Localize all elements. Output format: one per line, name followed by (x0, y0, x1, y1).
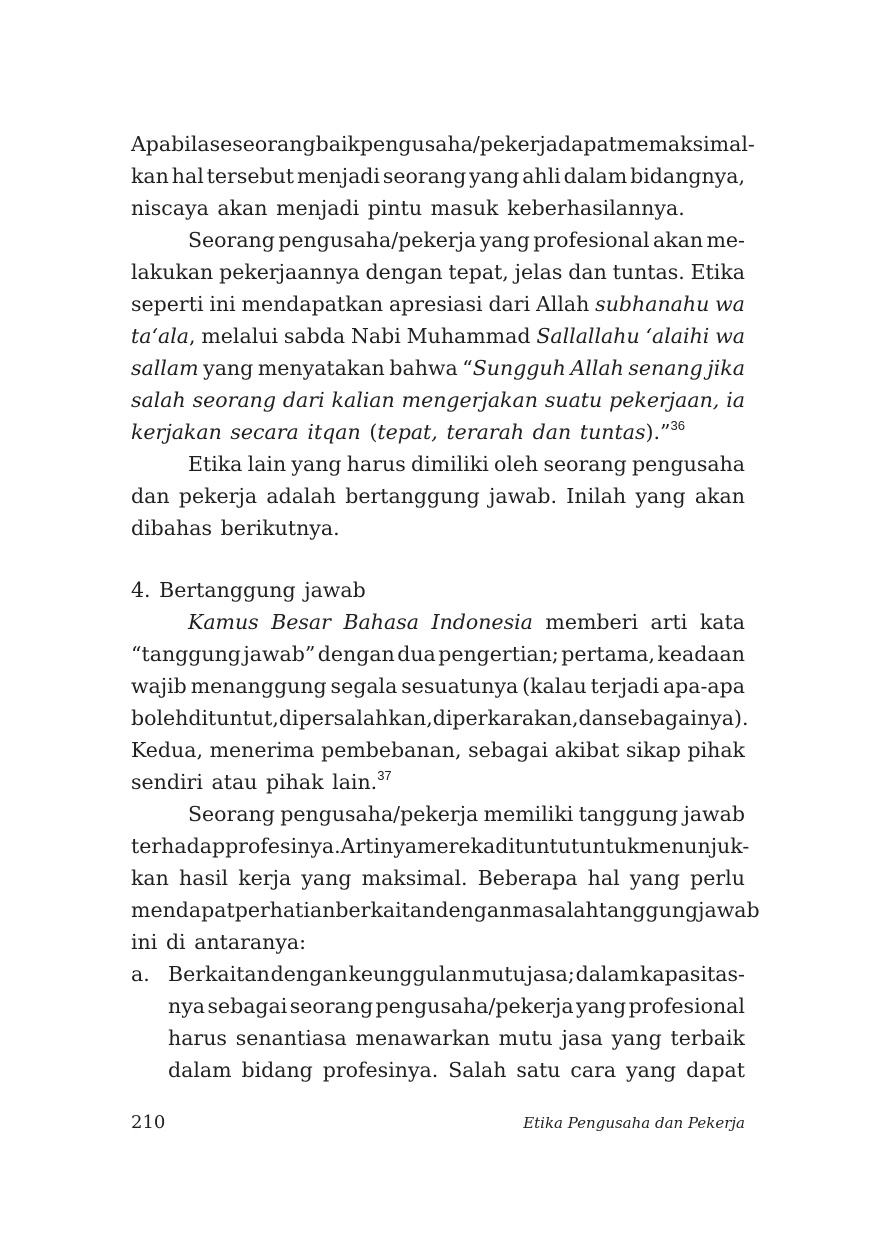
word: apa-apa (662, 674, 745, 698)
word: wa (715, 324, 745, 348)
word: ini (131, 930, 158, 954)
text-line (131, 512, 745, 544)
word: dituntut, (188, 706, 279, 730)
word: dan (568, 260, 607, 284)
paragraph-gap (131, 544, 745, 574)
word: (tepat, (369, 420, 438, 444)
word: menjadi (296, 164, 380, 188)
word: mengerjakan (401, 388, 538, 412)
word: boleh (131, 706, 189, 730)
word: terhadap (131, 834, 226, 858)
word: dari (282, 388, 325, 412)
word: sebagainya). (617, 706, 749, 730)
word: secara (230, 420, 299, 444)
word: harus (168, 1026, 227, 1050)
word: menanggung (190, 674, 327, 698)
word: pengusaha/pekerja (375, 994, 574, 1018)
text-line (131, 606, 745, 638)
word: bahwa (389, 356, 458, 380)
word: mutu (471, 962, 526, 986)
text-line (131, 192, 745, 224)
text-line (131, 1054, 745, 1086)
word: keunggulan (348, 962, 471, 986)
text-line (131, 734, 745, 766)
word: dalam (168, 1058, 232, 1082)
word: menawarkan (355, 1026, 490, 1050)
word: pekerja (178, 484, 258, 508)
word: tersebut (206, 164, 295, 188)
word: Inilah (566, 484, 627, 508)
word: kan (131, 866, 169, 890)
word: di (165, 930, 186, 954)
word: adalah (266, 484, 336, 508)
word: yang (635, 484, 686, 508)
word: Kedua, (131, 738, 203, 762)
word: hal (171, 164, 204, 188)
word: yang (291, 452, 342, 476)
word: menyatakan (257, 356, 385, 380)
text-line (131, 352, 745, 384)
word: profesional (533, 228, 650, 252)
word: me- (706, 228, 745, 252)
word: akan (217, 196, 268, 220)
text-line (131, 926, 745, 958)
word: apresiasi (388, 292, 483, 316)
word: dari (488, 292, 531, 316)
text-line (131, 480, 745, 512)
word: Seorang (188, 228, 275, 252)
word: Kamus (188, 610, 259, 634)
word: pekerjaan, (609, 388, 720, 412)
text-line (131, 830, 750, 862)
word: profesinya. (225, 834, 341, 858)
word: bidang (241, 1058, 313, 1082)
word: “Sungguh (462, 356, 566, 380)
word: arti (650, 610, 688, 634)
word: Besar (271, 610, 331, 634)
word: pintu (367, 196, 423, 220)
word: “tanggung (131, 642, 241, 666)
word: akibat (554, 738, 620, 762)
text-line (131, 702, 749, 734)
word: seorang (543, 452, 627, 476)
word: pengusaha/pekerja (359, 132, 558, 156)
word: dibahas (131, 516, 212, 540)
word: yang (469, 164, 520, 188)
word: Etika (690, 260, 745, 284)
text-line (131, 160, 745, 192)
text-line (131, 894, 760, 926)
word: senang (628, 356, 703, 380)
running-title: Etika Pengusaha dan Pekerja (523, 1114, 745, 1132)
word: yang (626, 1058, 677, 1082)
word: dua (397, 642, 436, 666)
word: Etika (188, 452, 243, 476)
word: yang (576, 994, 627, 1018)
list-marker: a. (131, 962, 150, 986)
word: pengertian; (438, 642, 559, 666)
word: pertama, (561, 642, 655, 666)
word: memaksimal- (616, 132, 755, 156)
word: ia (726, 388, 745, 412)
word: yang (301, 866, 352, 890)
text-line (131, 990, 745, 1022)
word: lain (247, 452, 287, 476)
word: masalah (512, 898, 599, 922)
text-line (131, 384, 745, 416)
word: dan (131, 484, 170, 508)
word: menunjuk- (639, 834, 750, 858)
word: lakukan (131, 260, 214, 284)
word: dengan (435, 898, 513, 922)
word: yang (629, 866, 680, 890)
word: Beberapa (477, 866, 578, 890)
word: pengusaha/pekerja (278, 228, 477, 252)
word: perlu (690, 866, 745, 890)
word: mendapatkan (241, 292, 384, 316)
word: Muhammad (406, 324, 531, 348)
text-line (131, 862, 745, 894)
word: seorang (192, 388, 276, 412)
word: keberhasilannya. (507, 196, 685, 220)
word: wajib (131, 674, 187, 698)
word: oleh (494, 452, 539, 476)
word: memiliki (483, 802, 574, 826)
word: tanggung (578, 802, 679, 826)
footnote-ref: 36 (670, 418, 685, 433)
word: Artinya (340, 834, 418, 858)
page-body (131, 128, 760, 1086)
word: mendapat (131, 898, 235, 922)
word: jawab (683, 802, 745, 826)
word: mereka (417, 834, 496, 858)
footnote-ref: 37 (377, 768, 392, 783)
word: dengan (365, 260, 443, 284)
word: subhanahu (595, 292, 710, 316)
word: hal (587, 866, 620, 890)
text-line (131, 416, 745, 448)
word: akan (653, 228, 704, 252)
text-line (131, 288, 745, 320)
word: tanggung (598, 898, 699, 922)
word: ahli (522, 164, 561, 188)
word: dapat (686, 1058, 745, 1082)
word: dipersalahkan, (278, 706, 433, 730)
word: Apabila (131, 132, 210, 156)
text-line (131, 1022, 745, 1054)
word: Seorang (188, 802, 275, 826)
word: kerjakan (131, 420, 222, 444)
word: jasa (561, 1026, 603, 1050)
word: seorang (289, 994, 374, 1018)
word: berikutnya. (220, 516, 340, 540)
word: akan (694, 484, 745, 508)
page-number: 210 (131, 1112, 166, 1133)
word: menjadi (276, 196, 360, 220)
word: jasa; (526, 962, 575, 986)
word: maksimal. (361, 866, 468, 890)
word: ta‘ala, (131, 324, 196, 348)
word: pembebanan, (321, 738, 462, 762)
word: Bahasa (343, 610, 419, 634)
word: kerja (238, 866, 292, 890)
word: kalian (331, 388, 395, 412)
word: dapat (557, 132, 617, 156)
word: untuk (579, 834, 640, 858)
word: menerima (209, 738, 315, 762)
word: pengusaha (632, 452, 745, 476)
text-line (131, 766, 745, 798)
word: kan (131, 164, 169, 188)
word: bertanggung (345, 484, 480, 508)
word: senantiasa (235, 1026, 347, 1050)
list-item-line (131, 958, 745, 990)
text-line (131, 798, 745, 830)
word: terbaik (670, 1026, 745, 1050)
word: Nabi (350, 324, 401, 348)
word: jawab (698, 898, 760, 922)
word: jika (707, 356, 745, 380)
word: segala (330, 674, 398, 698)
word: terarah (446, 420, 525, 444)
word: sesuatunya (401, 674, 519, 698)
text-line (131, 320, 745, 352)
word: pengusaha/pekerja (280, 802, 479, 826)
word: 4. (131, 578, 151, 602)
word: dan (532, 420, 572, 444)
word: diperkarakan, (432, 706, 579, 730)
word: Allah (570, 356, 624, 380)
word: bidangnya, (630, 164, 745, 188)
word: sallam (131, 356, 199, 380)
word: suatu (544, 388, 603, 412)
word: perhatian (234, 898, 336, 922)
word: profesional (628, 994, 745, 1018)
word: seseorang (209, 132, 316, 156)
text-line (131, 574, 745, 606)
word: itqan (307, 420, 361, 444)
word: satu (516, 1058, 561, 1082)
word: pihak (266, 770, 324, 794)
word: tuntas).”$^{36}$ (579, 418, 685, 444)
word: sabda (283, 324, 346, 348)
word: jawab (304, 578, 366, 602)
word: yang (203, 356, 254, 380)
word: melalui (201, 324, 279, 348)
word: Allah (535, 292, 590, 316)
word: terjadi (590, 674, 660, 698)
word: memberi (545, 610, 639, 634)
word: dengan (317, 642, 395, 666)
word: yang (611, 1026, 662, 1050)
word: nya (168, 994, 206, 1018)
page-footer (131, 1112, 745, 1133)
word: dan (578, 706, 618, 730)
word: sikap (626, 738, 681, 762)
word: dengan (270, 962, 348, 986)
word: berkaitan (335, 898, 436, 922)
word: salah (131, 388, 186, 412)
word: yang (479, 228, 530, 252)
word: Berkaitan (168, 962, 270, 986)
text-line (131, 670, 745, 702)
word: dimiliki (410, 452, 489, 476)
word: ‘alaihi (645, 324, 710, 348)
word: sebagai (468, 738, 549, 762)
word: tuntas. (612, 260, 685, 284)
word: jawab” (243, 642, 316, 666)
word: niscaya (131, 196, 209, 220)
word: tepat, (448, 260, 509, 284)
word: pekerjaannya (219, 260, 360, 284)
word: Sallallahu (536, 324, 640, 348)
text-line (131, 128, 755, 160)
word: masuk (430, 196, 499, 220)
word: dalam (563, 164, 628, 188)
word: Bertanggung (159, 578, 296, 602)
word: harus (346, 452, 406, 476)
word: Salah (448, 1058, 507, 1082)
word: profesinya. (322, 1058, 439, 1082)
word: sendiri (131, 770, 203, 794)
text-line (131, 224, 745, 256)
word: hasil (179, 866, 229, 890)
word: dituntut (495, 834, 580, 858)
word: lain.$^{37}$ (332, 768, 392, 794)
word: wa (715, 292, 745, 316)
text-line (131, 638, 745, 670)
text-line (131, 448, 745, 480)
word: mutu (498, 1026, 553, 1050)
word: (kalau (522, 674, 587, 698)
word: kata (699, 610, 745, 634)
word: dalam (575, 962, 640, 986)
word: atau (211, 770, 258, 794)
word: ini (209, 292, 236, 316)
word: pihak (687, 738, 745, 762)
word: jelas (514, 260, 563, 284)
word: antaranya: (194, 930, 307, 954)
word: seorang (382, 164, 467, 188)
word: keadaan (657, 642, 745, 666)
word: baik (315, 132, 360, 156)
word: sebagai (207, 994, 288, 1018)
word: seperti (131, 292, 204, 316)
word: Indonesia (431, 610, 533, 634)
word: jawab. (489, 484, 557, 508)
text-line (131, 256, 745, 288)
word: kapasitas- (639, 962, 745, 986)
word: cara (570, 1058, 617, 1082)
